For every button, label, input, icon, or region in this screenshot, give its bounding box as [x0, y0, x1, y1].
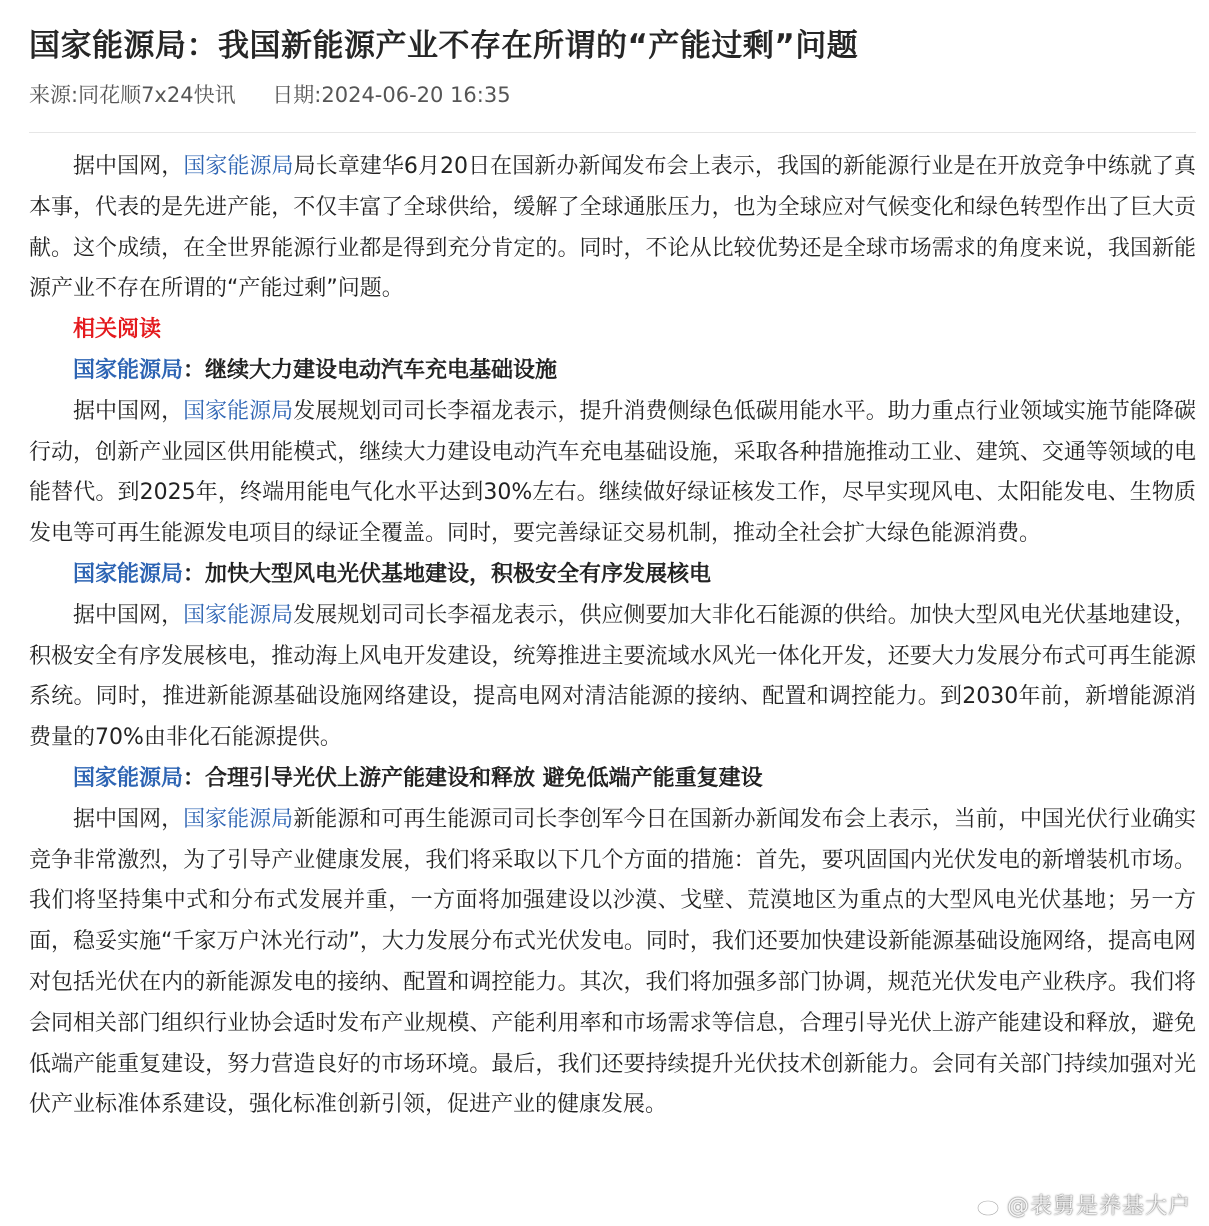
related-source-link[interactable]: 国家能源局	[73, 561, 184, 587]
related-prefix: 据中国网，	[73, 806, 184, 832]
watermark	[977, 1189, 1191, 1220]
entity-link[interactable]: 国家能源局	[183, 154, 294, 179]
article	[29, 0, 1196, 1126]
intro-paragraph	[29, 147, 1196, 310]
related-body: 新能源和可再生能源司司长李创军今日在国新办新闻发布会上表示，当前，中国光伏行业确实竞争非常激烈，为了引导产业健康发展，我们将采取以下几个方面的措施：首先，要巩固国内光伏发电的新增装机市场。我们将坚持集中式和分布式发展并重，一方面将加强建设以沙漠、戈壁、荒漠地区为重点的大型风电光伏基地；另一方面，稳妥实施“千家万户沐光行动”，大力发展分布式光伏发电。同时，我们还要加快建设新能源基础设施网络，提高电网对包括光伏在内的新能源发电的接纳、配置和调控能力。其次，我们将加强多部门协调，规范光伏发电产业秩序。我们将会同相关部门组织行业协会适时发布产业规模、产能利用率和市场需求等信息，合理引导光伏上游产能建设和释放，避免低端产能重复建设，努力营造良好的市场环境。最后，我们还要持续提升光伏技术创新能力。会同有关部门持续加强对光伏产业标准体系建设，强化标准创新引领，促进产业的健康发展。	[29, 806, 1196, 1118]
weibo-icon	[977, 1196, 1003, 1216]
related-prefix: 据中国网，	[73, 602, 184, 628]
entity-link[interactable]: 国家能源局	[183, 398, 294, 424]
intro-text: 局长章建华6月20日在国新办新闻发布会上表示，我国的新能源行业是在开放竞争中练就了真本事，代表的是先进产能，不仅丰富了全球供给，缓解了全球通胀压力，也为全球应对气候变化和绿色转型作出了巨大贡献。这个成绩，在全世界能源行业都是得到充分肯定的。同时，不论从比较优势还是全球市场需求的角度来说，我国新能源产业不存在所谓的“产能过剩”问题。	[29, 154, 1196, 302]
related-source-link[interactable]: 国家能源局	[73, 357, 184, 383]
article-title: 国家能源局：我国新能源产业不存在所谓的“产能过剩”问题	[29, 28, 859, 64]
related-source-link[interactable]: 国家能源局	[73, 765, 184, 791]
divider	[29, 132, 1196, 133]
related-paragraph	[29, 392, 1196, 555]
related-body: 发展规划司司长李福龙表示，供应侧要加大非化石能源的供给。加快大型风电光伏基地建设，积极安全有序发展核电，推动海上风电开发建设，统筹推进主要流域水风光一体化开发，还要大力发展分布式可再生能源系统。同时，推进新能源基础设施网络建设，提高电网对清洁能源的接纳、配置和调控能力。到2030年前，新增能源消费量的70%由非化石能源提供。	[29, 602, 1196, 751]
date-label: 日期:2024-06-20 16:35	[272, 83, 511, 107]
entity-link[interactable]: 国家能源局	[183, 602, 294, 628]
entity-link[interactable]: 国家能源局	[183, 806, 294, 832]
related-item-title[interactable]	[29, 759, 1196, 800]
related-title-text: ：继续大力建设电动汽车充电基础设施	[183, 357, 558, 383]
watermark-text: @表舅是养基大户	[1006, 1194, 1191, 1219]
related-item-title[interactable]	[29, 555, 1196, 596]
related-title-text: ：加快大型风电光伏基地建设，积极安全有序发展核电	[183, 561, 712, 587]
related-item-title[interactable]	[29, 351, 1196, 392]
related-body: 发展规划司司长李福龙表示，提升消费侧绿色低碳用能水平。助力重点行业领域实施节能降碳行动，创新产业园区供用能模式，继续大力建设电动汽车充电基础设施，采取各种措施推动工业、建筑、交通等领域的电能替代。到2025年，终端用能电气化水平达到30%左右。继续做好绿证核发工作，尽早实现风电、太阳能发电、生物质发电等可再生能源发电项目的绿证全覆盖。同时，要完善绿证交易机制，推动全社会扩大绿色能源消费。	[29, 398, 1196, 547]
related-prefix: 据中国网，	[73, 398, 184, 424]
related-title-text: ：合理引导光伏上游产能建设和释放 避免低端产能重复建设	[183, 765, 763, 791]
article-meta	[29, 80, 1196, 110]
source-label: 来源:同花顺7x24快讯	[29, 83, 236, 107]
intro-prefix: 据中国网，	[73, 154, 184, 179]
related-paragraph	[29, 596, 1196, 759]
related-reading-heading: 相关阅读	[73, 317, 162, 343]
related-paragraph	[29, 800, 1196, 1126]
